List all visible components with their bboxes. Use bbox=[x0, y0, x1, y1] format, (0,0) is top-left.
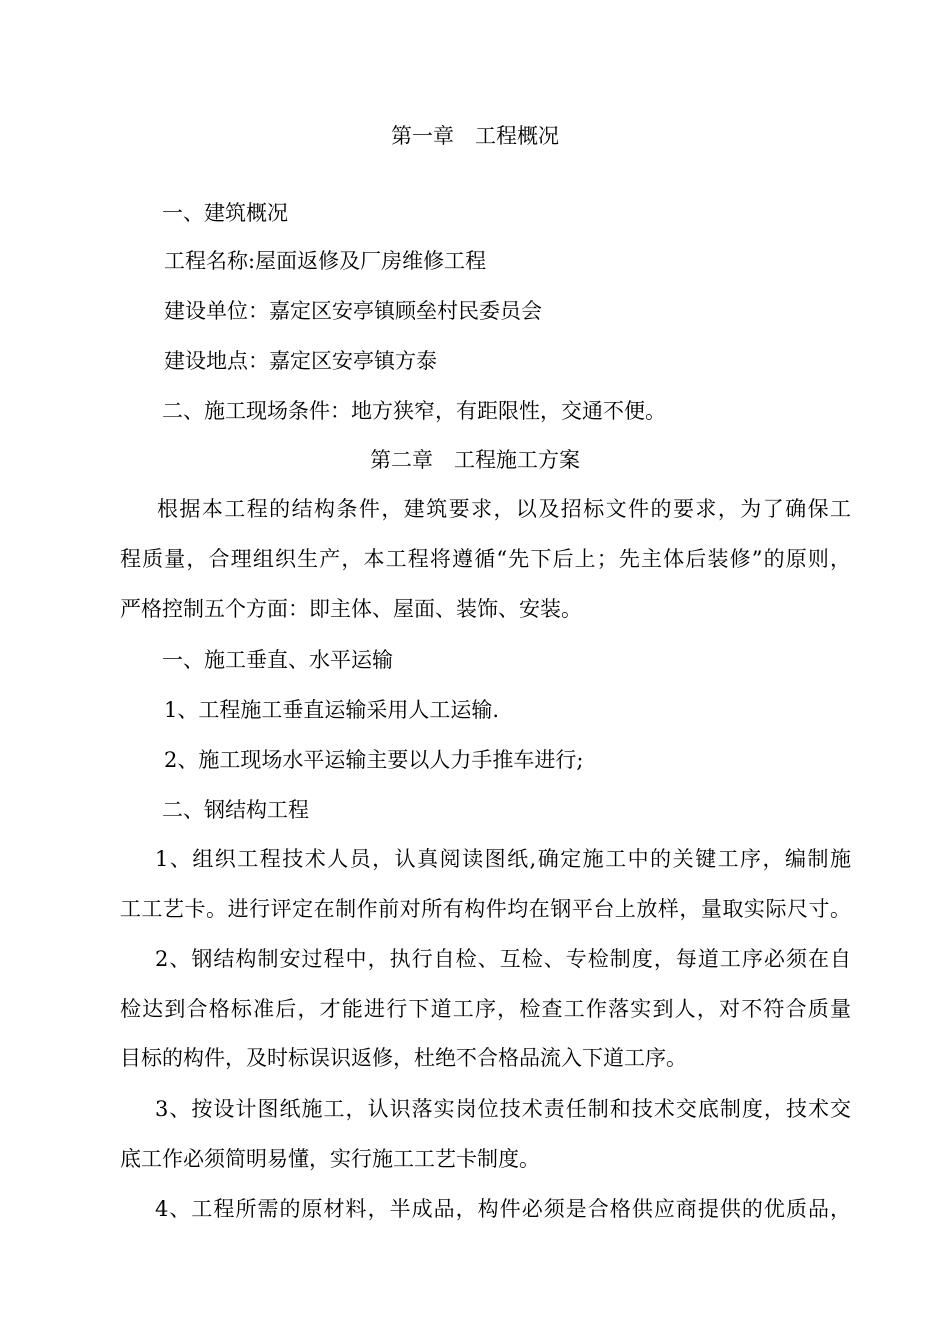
intro-paragraph-line: 严格控制五个方面：即主体、屋面、装饰、安装。 bbox=[120, 597, 582, 621]
steel-item-3-line: 底工作必须简明易懂，实行施工工艺卡制度。 bbox=[120, 1147, 540, 1171]
chapter-1-title: 第一章 工程概况 bbox=[391, 124, 559, 148]
section-building-overview-heading: 一、建筑概况 bbox=[162, 201, 288, 225]
steel-item-1-line: 1、组织工程技术人员，认真阅读图纸,确定施工中的关键工序，编制施 bbox=[155, 847, 851, 871]
construction-unit-line: 建设单位：嘉定区安亭镇顾垒村民委员会 bbox=[164, 299, 542, 323]
steel-item-4-line: 4、工程所需的原材料，半成品，构件必须是合格供应商提供的优质品， bbox=[155, 1197, 851, 1221]
transport-heading: 一、施工垂直、水平运输 bbox=[162, 648, 393, 672]
steel-item-3-line: 3、按设计图纸施工，认识落实岗位技术责任制和技术交底制度，技术交 bbox=[155, 1097, 851, 1121]
transport-item-2: 2、施工现场水平运输主要以人力手推车进行; bbox=[164, 748, 584, 772]
intro-paragraph-line: 程质量，合理组织生产，本工程将遵循“先下后上；先主体后装修”的原则， bbox=[120, 547, 851, 571]
construction-site-line: 建设地点：嘉定区安亭镇方泰 bbox=[164, 349, 437, 373]
steel-item-2-line: 检达到合格标准后，才能进行下道工序，检查工作落实到人，对不符合质量 bbox=[120, 997, 851, 1021]
steel-item-2-line: 2、钢结构制安过程中，执行自检、互检、专检制度，每道工序必须在自 bbox=[155, 947, 851, 971]
steel-item-2-line: 目标的构件，及时标误识返修，杜绝不合格品流入下道工序。 bbox=[120, 1046, 687, 1070]
steel-structure-heading: 二、钢结构工程 bbox=[162, 798, 309, 822]
site-conditions-line: 二、施工现场条件：地方狭窄，有距限性，交通不便。 bbox=[162, 399, 666, 423]
chapter-2-title: 第二章 工程施工方案 bbox=[370, 448, 580, 472]
steel-item-1-line: 工工艺卡。进行评定在制作前对所有构件均在钢平台上放样，量取实际尺寸。 bbox=[120, 897, 851, 921]
transport-item-1: 1、工程施工垂直运输采用人工运输. bbox=[164, 698, 500, 722]
intro-paragraph-line: 根据本工程的结构条件，建筑要求，以及招标文件的要求，为了确保工 bbox=[157, 497, 851, 521]
project-name-line: 工程名称:屋面返修及厂房维修工程 bbox=[164, 249, 487, 273]
